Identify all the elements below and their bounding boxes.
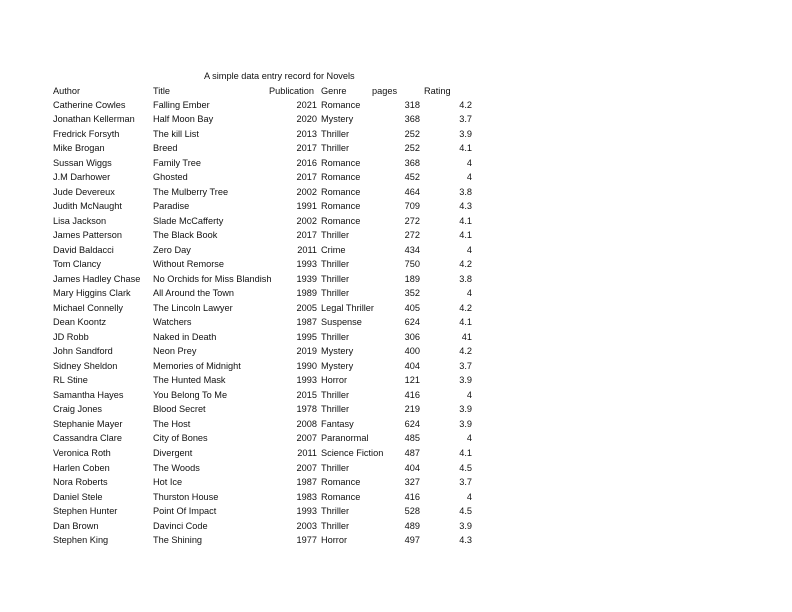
cell-rating: 4 — [466, 433, 472, 444]
cell-publication: 2015 — [296, 389, 317, 400]
cell-title: All Around the Town — [153, 288, 235, 299]
cell-pages: 405 — [404, 302, 420, 313]
cell-publication: 1995 — [296, 331, 317, 342]
cell-publication: 2017 — [296, 143, 317, 154]
cell-pages: 452 — [404, 172, 420, 183]
cell-title: Watchers — [153, 317, 192, 328]
table-row — [0, 475, 500, 490]
header-row — [0, 84, 500, 99]
cell-genre: Thriller — [321, 404, 350, 415]
cell-genre: Horror — [321, 375, 348, 386]
cell-pages: 624 — [404, 418, 420, 429]
table-row — [0, 272, 500, 287]
cell-author: David Baldacci — [53, 244, 114, 255]
cell-publication: 1993 — [296, 375, 317, 386]
cell-author: RL Stine — [53, 375, 88, 386]
header-author: Author — [53, 85, 81, 96]
cell-publication: 2005 — [296, 302, 317, 313]
cell-publication: 2019 — [296, 346, 317, 357]
cell-pages: 272 — [404, 230, 420, 241]
cell-rating: 3.7 — [459, 477, 472, 488]
cell-genre: Thriller — [321, 259, 350, 270]
table-row — [0, 199, 500, 214]
cell-genre: Romance — [321, 99, 361, 110]
cell-publication: 1993 — [296, 259, 317, 270]
cell-author: Samantha Hayes — [53, 389, 124, 400]
table-row — [0, 243, 500, 258]
cell-pages: 189 — [404, 273, 420, 284]
cell-genre: Romance — [321, 186, 361, 197]
cell-author: Veronica Roth — [53, 447, 111, 458]
cell-title: Falling Ember — [153, 99, 210, 110]
cell-pages: 368 — [404, 157, 420, 168]
cell-publication: 2020 — [296, 114, 317, 125]
cell-title: Paradise — [153, 201, 190, 212]
cell-pages: 252 — [404, 128, 420, 139]
cell-author: Fredrick Forsyth — [53, 128, 120, 139]
table-row — [0, 185, 500, 200]
cell-author: Lisa Jackson — [53, 215, 107, 226]
sheet-title: A simple data entry record for Novels — [204, 71, 355, 81]
header-pages: pages — [372, 85, 398, 96]
cell-publication: 2003 — [296, 520, 317, 531]
cell-author: Jonathan Kellerman — [53, 114, 135, 125]
cell-pages: 252 — [404, 143, 420, 154]
cell-title: Memories of Midnight — [153, 360, 241, 371]
cell-author: JD Robb — [53, 331, 89, 342]
cell-genre: Romance — [321, 201, 361, 212]
cell-publication: 2002 — [296, 215, 317, 226]
cell-genre: Romance — [321, 215, 361, 226]
cell-rating: 4.2 — [459, 259, 472, 270]
cell-author: Dean Koontz — [53, 317, 107, 328]
cell-publication: 1983 — [296, 491, 317, 502]
cell-publication: 1991 — [296, 201, 317, 212]
table-row — [0, 127, 500, 142]
cell-author: Sidney Sheldon — [53, 360, 118, 371]
cell-title: Neon Prey — [153, 346, 197, 357]
cell-genre: Thriller — [321, 273, 350, 284]
cell-author: Craig Jones — [53, 404, 103, 415]
cell-pages: 368 — [404, 114, 420, 125]
cell-pages: 219 — [404, 404, 420, 415]
cell-title: The Hunted Mask — [153, 375, 226, 386]
cell-publication: 1989 — [296, 288, 317, 299]
cell-author: Mike Brogan — [53, 143, 105, 154]
table-row — [0, 228, 500, 243]
cell-publication: 1939 — [296, 273, 317, 284]
table-row — [0, 344, 500, 359]
cell-author: Cassandra Clare — [53, 433, 122, 444]
cell-genre: Paranormal — [321, 433, 369, 444]
cell-genre: Thriller — [321, 520, 350, 531]
table-row — [0, 533, 500, 548]
table-row — [0, 315, 500, 330]
cell-author: Catherine Cowles — [53, 99, 126, 110]
cell-author: Daniel Stele — [53, 491, 103, 502]
table-row — [0, 330, 500, 345]
cell-pages: 489 — [404, 520, 420, 531]
table-row — [0, 112, 500, 127]
cell-pages: 404 — [404, 360, 420, 371]
cell-rating: 4.1 — [459, 230, 472, 241]
cell-title: The Mulberry Tree — [153, 186, 229, 197]
table-row — [0, 257, 500, 272]
cell-rating: 4.1 — [459, 143, 472, 154]
cell-rating: 4 — [466, 389, 472, 400]
cell-pages: 528 — [404, 506, 420, 517]
cell-title: You Belong To Me — [153, 389, 228, 400]
cell-rating: 4 — [466, 157, 472, 168]
cell-genre: Romance — [321, 157, 361, 168]
cell-author: Harlen Coben — [53, 462, 110, 473]
cell-genre: Thriller — [321, 331, 350, 342]
cell-rating: 4.1 — [459, 317, 472, 328]
cell-publication: 1987 — [296, 477, 317, 488]
cell-author: Stephen Hunter — [53, 506, 118, 517]
cell-author: Stephen King — [53, 535, 109, 546]
cell-publication: 2021 — [296, 99, 317, 110]
header-genre: Genre — [321, 85, 347, 96]
table-row — [0, 417, 500, 432]
cell-title: Zero Day — [153, 244, 191, 255]
table-row — [0, 373, 500, 388]
table-row — [0, 461, 500, 476]
table-row — [0, 519, 500, 534]
cell-author: James Hadley Chase — [53, 273, 141, 284]
table-row — [0, 156, 500, 171]
cell-title: The Black Book — [153, 230, 218, 241]
cell-pages: 709 — [404, 201, 420, 212]
cell-author: Nora Roberts — [53, 477, 108, 488]
cell-author: James Patterson — [53, 230, 122, 241]
table-row — [0, 170, 500, 185]
cell-rating: 3.9 — [459, 520, 472, 531]
cell-rating: 3.9 — [459, 418, 472, 429]
cell-pages: 485 — [404, 433, 420, 444]
cell-title: Hot Ice — [153, 477, 183, 488]
cell-rating: 4.5 — [459, 462, 472, 473]
cell-pages: 272 — [404, 215, 420, 226]
cell-pages: 400 — [404, 346, 420, 357]
cell-title: No Orchids for Miss Blandish — [153, 273, 272, 284]
cell-rating: 4.5 — [459, 506, 472, 517]
cell-title: The kill List — [153, 128, 199, 139]
cell-publication: 2007 — [296, 433, 317, 444]
cell-pages: 327 — [404, 477, 420, 488]
cell-title: The Shining — [153, 535, 203, 546]
cell-publication: 1978 — [296, 404, 317, 415]
cell-rating: 4 — [466, 244, 472, 255]
cell-rating: 4.1 — [459, 447, 472, 458]
cell-publication: 2008 — [296, 418, 317, 429]
cell-genre: Thriller — [321, 288, 350, 299]
cell-title: Half Moon Bay — [153, 114, 214, 125]
cell-rating: 3.9 — [459, 128, 472, 139]
cell-title: Breed — [153, 143, 178, 154]
header-publication: Publication — [269, 85, 314, 96]
cell-genre: Thriller — [321, 389, 350, 400]
cell-publication: 2007 — [296, 462, 317, 473]
cell-publication: 1987 — [296, 317, 317, 328]
cell-publication: 2016 — [296, 157, 317, 168]
cell-publication: 1993 — [296, 506, 317, 517]
cell-publication: 2002 — [296, 186, 317, 197]
cell-rating: 3.9 — [459, 375, 472, 386]
header-rating: Rating — [424, 85, 451, 96]
cell-author: Judith McNaught — [53, 201, 122, 212]
cell-pages: 416 — [404, 491, 420, 502]
cell-rating: 3.8 — [459, 273, 472, 284]
table-row — [0, 402, 500, 417]
cell-pages: 624 — [404, 317, 420, 328]
cell-genre: Romance — [321, 491, 361, 502]
table-row — [0, 504, 500, 519]
cell-author: Jude Devereux — [53, 186, 115, 197]
cell-rating: 4.3 — [459, 535, 472, 546]
table-row — [0, 301, 500, 316]
cell-pages: 497 — [404, 535, 420, 546]
cell-author: Tom Clancy — [53, 259, 101, 270]
cell-genre: Thriller — [321, 506, 350, 517]
cell-genre: Mystery — [321, 360, 354, 371]
cell-genre: Romance — [321, 477, 361, 488]
table-row — [0, 141, 500, 156]
header-title: Title — [153, 85, 171, 96]
cell-author: J.M Darhower — [53, 172, 111, 183]
cell-title: City of Bones — [153, 433, 208, 444]
cell-title: Blood Secret — [153, 404, 206, 415]
cell-publication: 1977 — [296, 535, 317, 546]
cell-pages: 352 — [404, 288, 420, 299]
cell-genre: Crime — [321, 244, 346, 255]
cell-pages: 318 — [404, 99, 420, 110]
cell-title: Slade McCafferty — [153, 215, 224, 226]
cell-rating: 4.3 — [459, 201, 472, 212]
cell-pages: 434 — [404, 244, 420, 255]
cell-genre: Mystery — [321, 114, 354, 125]
cell-rating: 4.2 — [459, 302, 472, 313]
cell-title: Point Of Impact — [153, 506, 217, 517]
cell-rating: 4 — [466, 172, 472, 183]
cell-genre: Horror — [321, 535, 348, 546]
cell-rating: 4.1 — [459, 215, 472, 226]
table-row — [0, 98, 500, 113]
cell-genre: Science Fiction — [321, 447, 384, 458]
table-row — [0, 490, 500, 505]
cell-rating: 4 — [466, 491, 472, 502]
cell-genre: Thriller — [321, 230, 350, 241]
cell-pages: 404 — [404, 462, 420, 473]
cell-title: The Lincoln Lawyer — [153, 302, 233, 313]
cell-author: Mary Higgins Clark — [53, 288, 131, 299]
cell-genre: Thriller — [321, 128, 350, 139]
cell-title: Thurston House — [153, 491, 219, 502]
cell-author: John Sandford — [53, 346, 113, 357]
cell-genre: Fantasy — [321, 418, 354, 429]
cell-publication: 2013 — [296, 128, 317, 139]
cell-pages: 121 — [404, 375, 420, 386]
cell-publication: 2017 — [296, 230, 317, 241]
cell-pages: 306 — [404, 331, 420, 342]
cell-rating: 3.7 — [459, 360, 472, 371]
cell-pages: 750 — [404, 259, 420, 270]
cell-rating: 4 — [466, 288, 472, 299]
cell-title: The Woods — [153, 462, 200, 473]
cell-publication: 1990 — [296, 360, 317, 371]
cell-title: Divergent — [153, 447, 193, 458]
cell-genre: Suspense — [321, 317, 362, 328]
cell-title: Without Remorse — [153, 259, 224, 270]
cell-rating: 3.8 — [459, 186, 472, 197]
cell-pages: 464 — [404, 186, 420, 197]
cell-rating: 3.9 — [459, 404, 472, 415]
table-row — [0, 359, 500, 374]
cell-author: Michael Connelly — [53, 302, 123, 313]
cell-genre: Romance — [321, 172, 361, 183]
cell-title: Family Tree — [153, 157, 201, 168]
table-row — [0, 446, 500, 461]
cell-author: Sussan Wiggs — [53, 157, 112, 168]
cell-author: Dan Brown — [53, 520, 99, 531]
table-row — [0, 214, 500, 229]
cell-rating: 41 — [461, 331, 472, 342]
cell-genre: Legal Thriller — [321, 302, 374, 313]
cell-genre: Thriller — [321, 462, 350, 473]
table-row — [0, 388, 500, 403]
cell-rating: 3.7 — [459, 114, 472, 125]
table-row — [0, 431, 500, 446]
table-row — [0, 286, 500, 301]
cell-pages: 416 — [404, 389, 420, 400]
cell-author: Stephanie Mayer — [53, 418, 123, 429]
cell-title: Ghosted — [153, 172, 188, 183]
cell-publication: 2017 — [296, 172, 317, 183]
cell-title: Davinci Code — [153, 520, 208, 531]
cell-rating: 4.2 — [459, 346, 472, 357]
cell-genre: Thriller — [321, 143, 350, 154]
cell-publication: 2011 — [297, 447, 317, 458]
cell-rating: 4.2 — [459, 99, 472, 110]
cell-genre: Mystery — [321, 346, 354, 357]
cell-title: The Host — [153, 418, 191, 429]
cell-publication: 2011 — [297, 244, 317, 255]
cell-pages: 487 — [404, 447, 420, 458]
cell-title: Naked in Death — [153, 331, 217, 342]
